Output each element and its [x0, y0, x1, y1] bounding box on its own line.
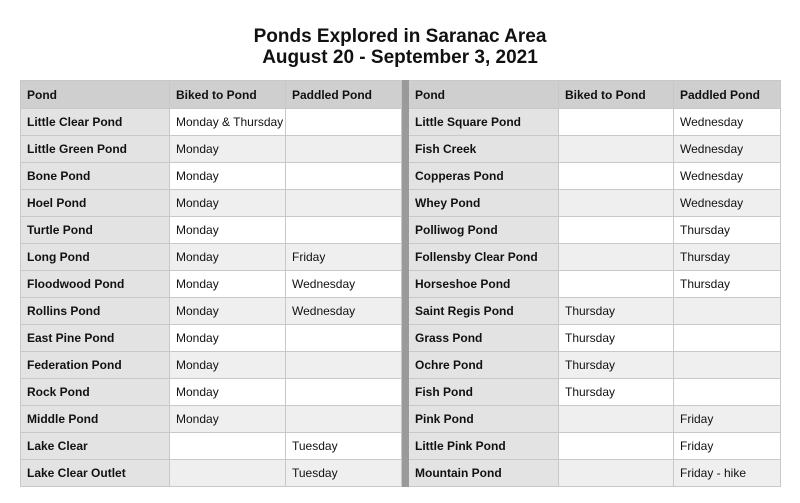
column-divider	[402, 217, 409, 244]
column-divider	[402, 81, 409, 109]
table-row	[21, 325, 781, 352]
column-divider	[402, 244, 409, 271]
header-paddled: Paddled Pond	[674, 81, 781, 109]
header-pond: Pond	[409, 81, 559, 109]
paddled-cell	[286, 325, 402, 352]
pond-name-cell: Rock Pond	[21, 379, 170, 406]
table-row	[21, 460, 781, 487]
biked-cell: Monday	[170, 352, 286, 379]
pond-name-cell: Turtle Pond	[21, 217, 170, 244]
paddled-cell	[286, 109, 402, 136]
pond-name-cell: Mountain Pond	[409, 460, 559, 487]
paddled-cell: Thursday	[674, 217, 781, 244]
column-divider	[402, 406, 409, 433]
column-divider	[402, 352, 409, 379]
paddled-cell	[286, 136, 402, 163]
table-row	[21, 406, 781, 433]
table-row	[21, 352, 781, 379]
pond-name-cell: Little Square Pond	[409, 109, 559, 136]
pond-name-cell: Whey Pond	[409, 190, 559, 217]
pond-name-cell: Federation Pond	[21, 352, 170, 379]
paddled-cell: Friday	[286, 244, 402, 271]
biked-cell: Monday	[170, 217, 286, 244]
biked-cell	[559, 109, 674, 136]
biked-cell: Monday	[170, 190, 286, 217]
biked-cell	[559, 244, 674, 271]
pond-name-cell: Floodwood Pond	[21, 271, 170, 298]
biked-cell: Monday & Thursday	[170, 109, 286, 136]
biked-cell: Monday	[170, 298, 286, 325]
header-pond: Pond	[21, 81, 170, 109]
paddled-cell	[286, 163, 402, 190]
paddled-cell	[286, 217, 402, 244]
table-row	[21, 136, 781, 163]
paddled-cell: Wednesday	[286, 271, 402, 298]
pond-name-cell: Little Green Pond	[21, 136, 170, 163]
paddled-cell	[674, 379, 781, 406]
biked-cell: Monday	[170, 406, 286, 433]
pond-name-cell: Fish Creek	[409, 136, 559, 163]
table-row	[21, 244, 781, 271]
page-title: Ponds Explored in Saranac Area	[253, 26, 547, 47]
paddled-cell	[674, 325, 781, 352]
column-divider	[402, 433, 409, 460]
paddled-cell	[286, 190, 402, 217]
ponds-table	[20, 80, 781, 487]
pond-name-cell: East Pine Pond	[21, 325, 170, 352]
pond-name-cell: Grass Pond	[409, 325, 559, 352]
biked-cell: Thursday	[559, 352, 674, 379]
table-row	[21, 109, 781, 136]
biked-cell: Monday	[170, 163, 286, 190]
column-divider	[402, 190, 409, 217]
pond-name-cell: Copperas Pond	[409, 163, 559, 190]
paddled-cell: Wednesday	[674, 163, 781, 190]
table-header-row	[21, 81, 781, 109]
pond-name-cell: Bone Pond	[21, 163, 170, 190]
paddled-cell: Wednesday	[674, 190, 781, 217]
paddled-cell	[674, 298, 781, 325]
biked-cell	[559, 190, 674, 217]
table-row	[21, 217, 781, 244]
paddled-cell: Wednesday	[286, 298, 402, 325]
paddled-cell: Tuesday	[286, 460, 402, 487]
pond-name-cell: Middle Pond	[21, 406, 170, 433]
biked-cell	[559, 217, 674, 244]
pond-name-cell: Rollins Pond	[21, 298, 170, 325]
biked-cell	[559, 163, 674, 190]
biked-cell: Monday	[170, 136, 286, 163]
table-row	[21, 379, 781, 406]
paddled-cell	[286, 352, 402, 379]
biked-cell	[559, 433, 674, 460]
biked-cell	[170, 433, 286, 460]
pond-name-cell: Fish Pond	[409, 379, 559, 406]
column-divider	[402, 136, 409, 163]
biked-cell: Thursday	[559, 379, 674, 406]
paddled-cell: Friday	[674, 433, 781, 460]
paddled-cell	[286, 379, 402, 406]
pond-name-cell: Hoel Pond	[21, 190, 170, 217]
header-paddled: Paddled Pond	[286, 81, 402, 109]
table-row	[21, 271, 781, 298]
pond-name-cell: Lake Clear	[21, 433, 170, 460]
paddled-cell: Friday	[674, 406, 781, 433]
paddled-cell	[286, 406, 402, 433]
biked-cell	[559, 406, 674, 433]
pond-name-cell: Polliwog Pond	[409, 217, 559, 244]
biked-cell	[559, 136, 674, 163]
paddled-cell: Friday - hike	[674, 460, 781, 487]
biked-cell: Monday	[170, 271, 286, 298]
biked-cell: Monday	[170, 325, 286, 352]
column-divider	[402, 271, 409, 298]
page-subtitle: August 20 - September 3, 2021	[262, 47, 538, 68]
column-divider	[402, 163, 409, 190]
pond-name-cell: Pink Pond	[409, 406, 559, 433]
biked-cell	[170, 460, 286, 487]
biked-cell	[559, 460, 674, 487]
pond-name-cell: Horseshoe Pond	[409, 271, 559, 298]
paddled-cell	[674, 352, 781, 379]
biked-cell: Thursday	[559, 298, 674, 325]
pond-name-cell: Ochre Pond	[409, 352, 559, 379]
table-row	[21, 190, 781, 217]
table-row	[21, 298, 781, 325]
pond-name-cell: Follensby Clear Pond	[409, 244, 559, 271]
biked-cell: Thursday	[559, 325, 674, 352]
paddled-cell: Thursday	[674, 271, 781, 298]
table-row	[21, 163, 781, 190]
column-divider	[402, 298, 409, 325]
pond-name-cell: Little Clear Pond	[21, 109, 170, 136]
column-divider	[402, 460, 409, 487]
paddled-cell: Wednesday	[674, 136, 781, 163]
biked-cell: Monday	[170, 379, 286, 406]
column-divider	[402, 325, 409, 352]
paddled-cell: Tuesday	[286, 433, 402, 460]
table-row	[21, 433, 781, 460]
pond-name-cell: Little Pink Pond	[409, 433, 559, 460]
biked-cell: Monday	[170, 244, 286, 271]
header-biked: Biked to Pond	[170, 81, 286, 109]
header-biked: Biked to Pond	[559, 81, 674, 109]
pond-name-cell: Saint Regis Pond	[409, 298, 559, 325]
paddled-cell: Thursday	[674, 244, 781, 271]
paddled-cell: Wednesday	[674, 109, 781, 136]
pond-name-cell: Lake Clear Outlet	[21, 460, 170, 487]
pond-name-cell: Long Pond	[21, 244, 170, 271]
column-divider	[402, 379, 409, 406]
column-divider	[402, 109, 409, 136]
biked-cell	[559, 271, 674, 298]
